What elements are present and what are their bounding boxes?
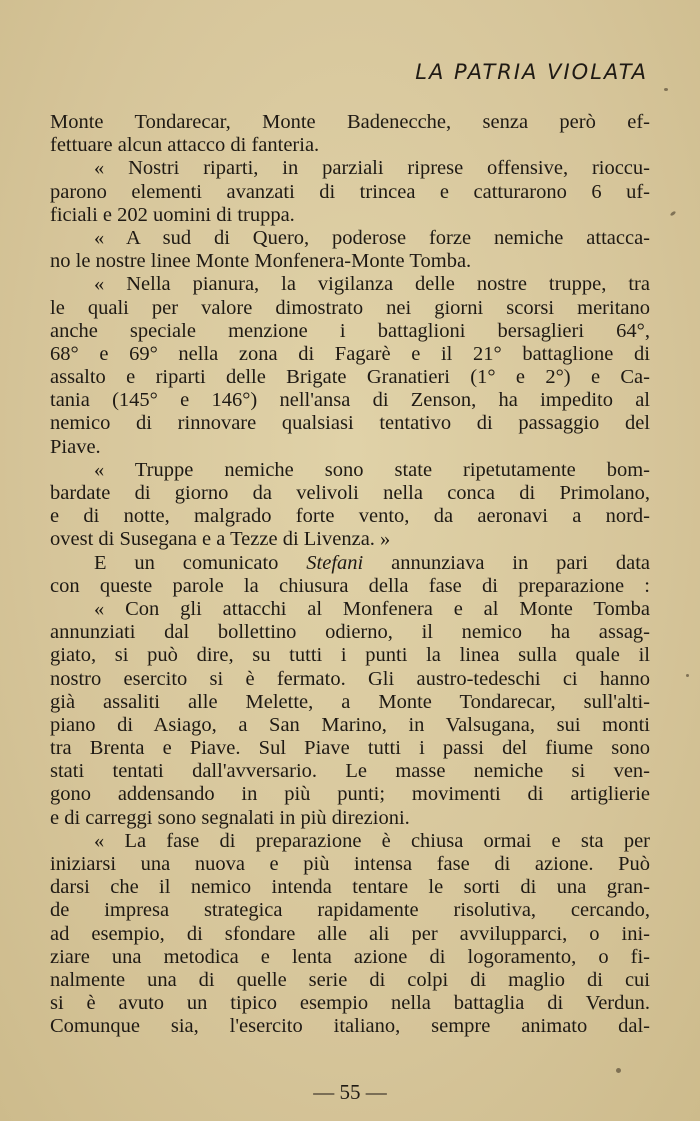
text-line: e di carreggi sono segnalati in più direzioni.	[50, 806, 410, 829]
text-line: ad esempio, di sfondare alle ali per avvilupparci, o ini-	[50, 922, 650, 945]
text-line: « Nostri riparti, in parziali riprese offensive, rioccu-	[94, 157, 650, 180]
text-line: darsi che il nemico intenda tentare le sorti di una gran-	[50, 876, 650, 899]
text-line: si è avuto un tipico esempio nella battaglia di Verdun.	[50, 992, 650, 1015]
text-line: anche speciale menzione i battaglioni bersaglieri 64°,	[50, 319, 650, 342]
text-line: stati tentati dall'avversario. Le masse nemiche si ven-	[50, 760, 650, 783]
text-line: Piave.	[50, 435, 101, 458]
text-line: tania (145° e 146°) nell'ansa di Zenson, ha impedito al	[50, 389, 650, 412]
text-line: nostro esercito si è fermato. Gli austro-tedeschi ci hanno	[50, 667, 650, 690]
text-line: bardate di giorno da velivoli nella conca di Primolano,	[50, 482, 650, 504]
italic-word: Stefani	[306, 551, 364, 574]
paper-speck	[670, 211, 677, 217]
text-line: « La fase di preparazione è chiusa ormai e sta per	[94, 829, 650, 852]
text-line: ovest di Susegana e a Tezze di Livenza. »	[50, 528, 391, 551]
text-line: no le nostre linee Monte Monfenera-Monte Tomba.	[50, 250, 472, 273]
paper-speck	[616, 1068, 621, 1073]
running-title: LA PATRIA VIOLATA	[415, 60, 648, 84]
text-line: « Con gli attacchi al Monfenera e al Monte Tomba	[94, 597, 650, 620]
text-line: piano di Asiago, a San Marino, in Valsugana, sui monti	[50, 713, 650, 736]
text-line: ziare una metodica e lenta azione di logoramento, o fi-	[50, 945, 650, 968]
text-line: già assaliti alle Melette, a Monte Tondarecar, sull'alti-	[50, 690, 650, 713]
text-line: parono elementi avanzati di trincea e catturarono 6 uf-	[50, 180, 650, 203]
text-line: de impresa strategica rapidamente risolutiva, cercando,	[50, 899, 650, 922]
text-line: tra Brenta e Piave. Sul Piave tutti i passi del fiume sono	[50, 737, 650, 760]
text-line: « A sud di Quero, poderose forze nemiche attacca-	[94, 226, 650, 249]
text-fragment: E un comunicato	[94, 551, 279, 574]
text-line: Comunque sia, l'esercito italiano, sempre animato dal-	[50, 1015, 650, 1038]
text-line: e di notte, malgrado forte vento, da aeronavi a nord-	[50, 505, 650, 528]
text-line: Monte Tondarecar, Monte Badenecche, senza però ef-	[50, 111, 650, 133]
text-line: con queste parole la chiusura della fase di preparazione :	[50, 574, 650, 597]
text-line: « Nella pianura, la vigilanza delle nostre truppe, tra	[94, 273, 650, 296]
paper-speck	[664, 88, 668, 91]
text-line: nalmente una di quelle serie di colpi di maglio di cui	[50, 968, 650, 991]
text-line: gono addensando in più punti; movimenti di artiglierie	[50, 783, 650, 806]
text-line: « Truppe nemiche sono state ripetutamente bom-	[94, 458, 650, 481]
text-fragment: annunziava in pari data	[391, 551, 651, 574]
text-line: iniziarsi una nuova e più intensa fase di azione. Può	[50, 853, 650, 875]
text-line: nemico di rinnovare qualsiasi tentativo di passaggio del	[50, 412, 650, 435]
text-line: 68° e 69° nella zona di Fagarè e il 21° battaglione di	[50, 342, 650, 365]
paper-speck	[686, 674, 689, 677]
text-line: fettuare alcun attacco di fanteria.	[50, 134, 320, 157]
text-line: ficiali e 202 uomini di truppa.	[50, 203, 295, 226]
text-line: giato, si può dire, su tutti i punti la linea sulla quale il	[50, 644, 650, 667]
page-number: — 55 —	[313, 1080, 387, 1104]
page-body	[50, 111, 650, 1039]
text-line	[50, 552, 650, 575]
text-line: annunziati dal bollettino odierno, il nemico ha assag-	[50, 621, 650, 644]
text-line: assalto e riparti delle Brigate Granatieri (1° e 2°) e Ca-	[50, 366, 650, 389]
text-line: le quali per valore dimostrato nei giorni scorsi meritano	[50, 296, 650, 319]
